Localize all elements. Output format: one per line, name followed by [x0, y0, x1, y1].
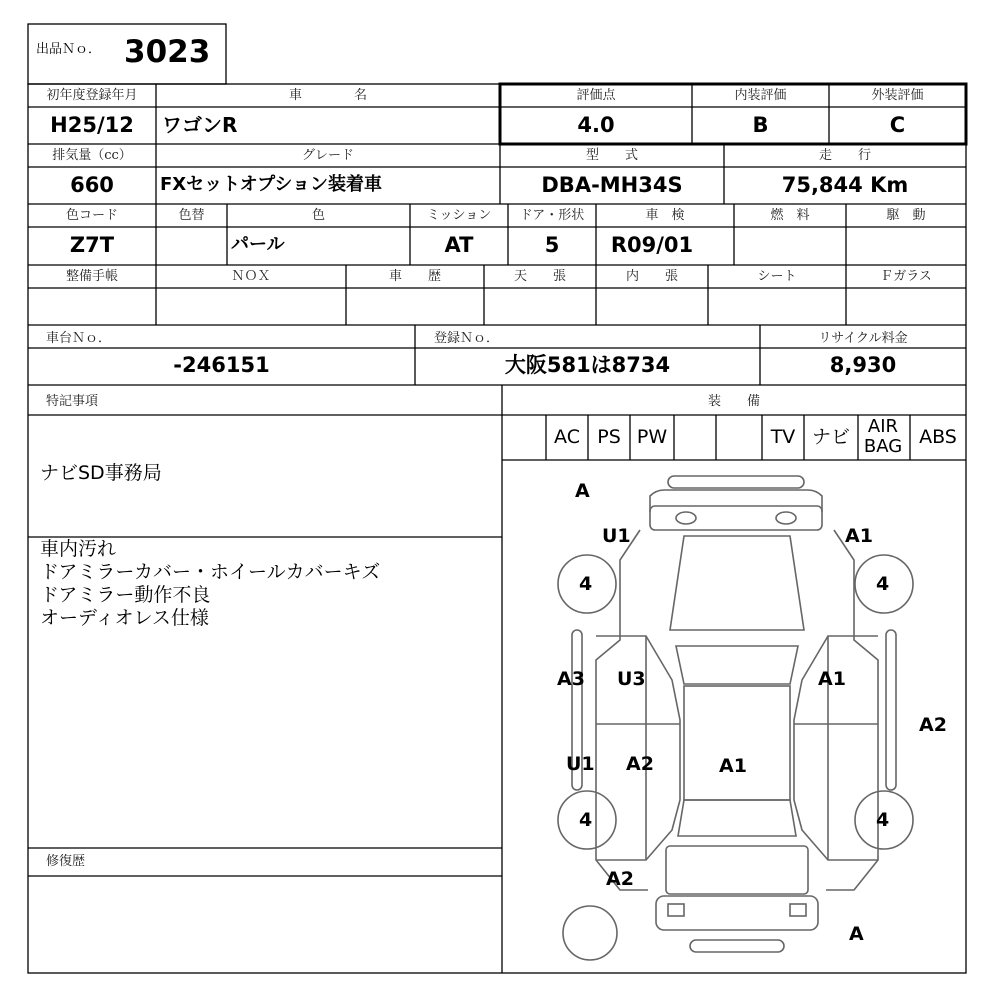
damage-mark: A1: [818, 668, 846, 690]
damage-mark: U3: [617, 668, 646, 690]
door-shape-value: 5: [544, 233, 560, 257]
damage-mark: A3: [557, 668, 585, 690]
equipment-abs: ABS: [919, 426, 957, 448]
interior-score-value: B: [752, 113, 769, 137]
color-value: パール: [231, 234, 285, 255]
exterior-score-label: 外装評価: [871, 88, 924, 103]
equipment-ac: AC: [554, 426, 580, 448]
mileage-label: 走 行: [818, 148, 871, 163]
fuel-label: 燃 料: [770, 208, 810, 223]
score-value: 4.0: [577, 113, 615, 137]
plate-number-label: 登録Ｎｏ．: [434, 331, 500, 346]
damage-mark: A: [575, 480, 590, 502]
drive-label: 駆 動: [886, 208, 926, 223]
note-line: 車内汚れ: [40, 538, 117, 560]
score-label: 評価点: [576, 88, 616, 103]
first-registration-label: 初年度登録年月: [46, 88, 138, 103]
transmission-label: ミッション: [426, 208, 492, 223]
color-code-label: 色コード: [65, 208, 118, 223]
lot-number-value: 3023: [124, 34, 211, 70]
transmission-value: AT: [444, 233, 474, 257]
equipment-navi: ナビ: [811, 426, 850, 448]
note-line: ドアミラー動作不良: [40, 584, 211, 606]
displacement-value: 660: [70, 173, 114, 197]
model-code-value: DBA-MH34S: [541, 173, 683, 197]
car-name-value: ワゴンR: [162, 113, 238, 137]
repaint-label: 色替: [178, 208, 205, 223]
chassis-number-value: -246151: [173, 353, 270, 377]
note-line: ナビSD事務局: [40, 462, 162, 484]
damage-mark: A2: [626, 753, 654, 775]
vehicle-history-label: 車 歴: [388, 269, 441, 284]
grade-label: グレード: [301, 148, 354, 163]
special-notes-label: 特記事項: [46, 394, 99, 409]
inspection-label: 車 検: [645, 208, 685, 223]
tire-mark: 4: [876, 573, 890, 595]
damage-mark: A1: [719, 755, 747, 777]
equipment-tv: TV: [770, 426, 796, 448]
tire-mark: 4: [876, 809, 890, 831]
damage-mark: A: [849, 923, 864, 945]
displacement-label: 排気量（cc）: [52, 148, 132, 163]
door-shape-label: ドア・形状: [519, 208, 585, 223]
recycle-fee-value: 8,930: [829, 353, 897, 377]
damage-mark: A2: [606, 868, 634, 890]
tire-mark: 4: [579, 809, 593, 831]
inspection-value: R09/01: [610, 233, 694, 257]
front-glass-label: Ｆガラス: [880, 269, 932, 284]
inner-panel-label: 内 張: [625, 269, 678, 284]
repair-history-label: 修復歴: [46, 854, 86, 869]
lot-number-label: 出品Ｎｏ．: [36, 42, 102, 57]
grade-value: FXセットオプション装着車: [160, 174, 383, 195]
equipment-label: 装 備: [707, 394, 760, 409]
damage-mark: A2: [919, 714, 947, 736]
damage-mark: U1: [566, 753, 595, 775]
model-code-label: 型 式: [585, 148, 638, 163]
recycle-fee-label: リサイクル料金: [818, 331, 908, 346]
note-line: オーディオレス仕様: [40, 607, 209, 629]
exterior-score-value: C: [889, 113, 906, 137]
tire-mark: 4: [579, 573, 593, 595]
first-registration-value: H25/12: [50, 113, 134, 137]
color-code-value: Z7T: [69, 233, 115, 257]
plate-number-value: 大阪581は8734: [504, 353, 671, 377]
damage-mark: A1: [845, 525, 873, 547]
mileage-value: 75,844 Km: [781, 173, 909, 197]
equipment-pw: PW: [636, 426, 668, 448]
equipment-airbag: AIR BAG: [863, 416, 903, 457]
ceiling-label: 天 張: [513, 269, 566, 284]
seat-label: シート: [757, 269, 797, 284]
interior-score-label: 内装評価: [734, 88, 787, 103]
note-line: ドアミラーカバー・ホイールカバーキズ: [40, 561, 381, 583]
damage-mark: U1: [602, 525, 631, 547]
equipment-ps: PS: [597, 426, 621, 448]
color-label: 色: [311, 208, 325, 223]
car-name-label: 車 名: [288, 88, 367, 103]
maintenance-book-label: 整備手帳: [65, 269, 118, 284]
chassis-number-label: 車台Ｎｏ．: [46, 331, 112, 346]
nox-label: ＮＯＸ: [231, 269, 271, 284]
